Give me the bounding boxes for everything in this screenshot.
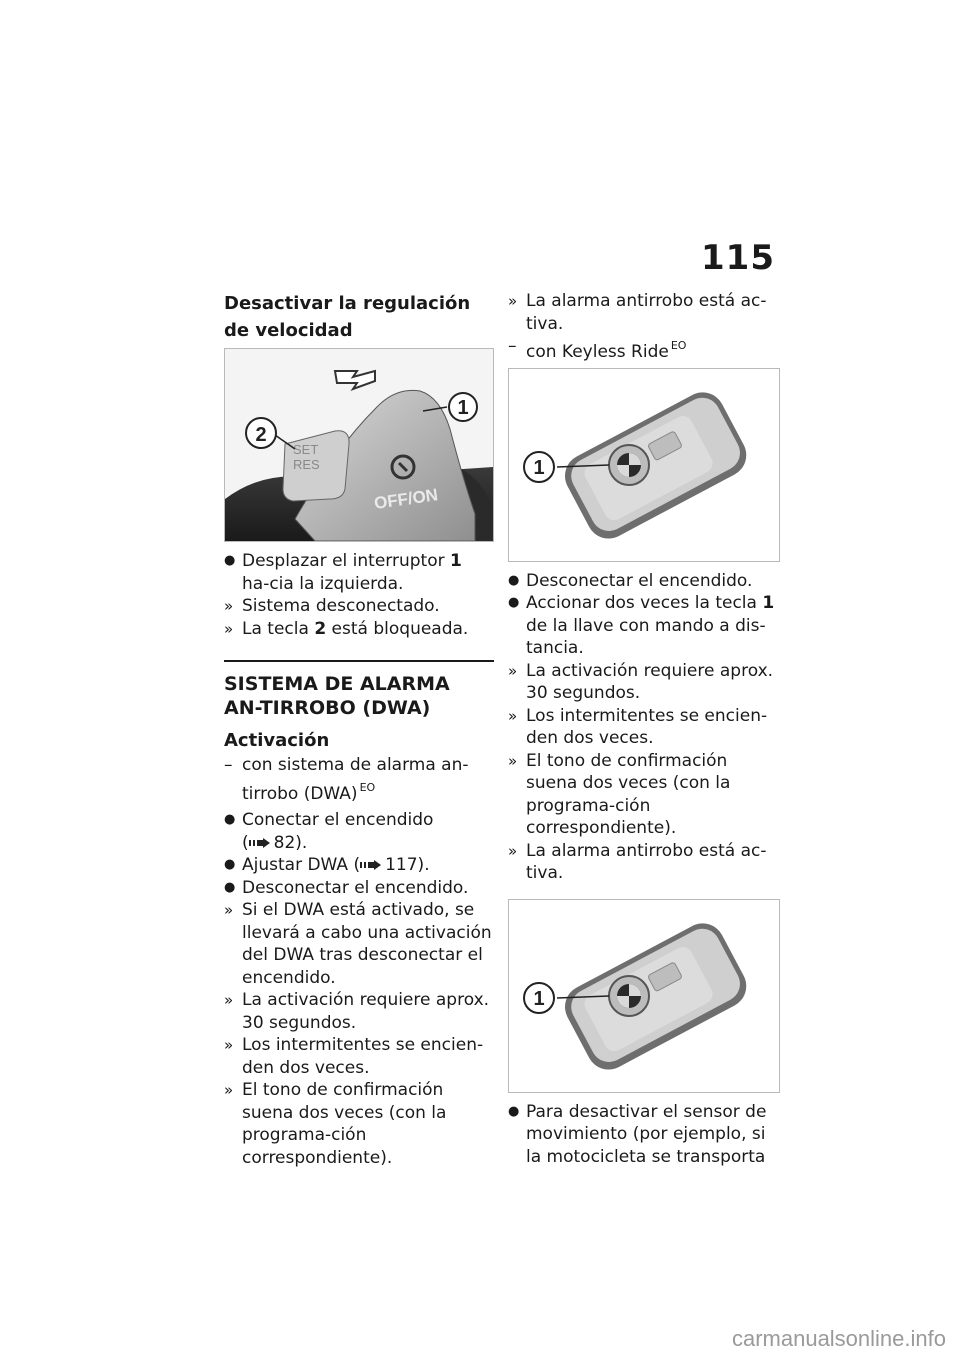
set-button-text: SET — [293, 442, 319, 457]
list-item: ● Desconectar el encendido. — [508, 570, 753, 591]
list-item: ● Conectar el encendido ( 82). — [224, 810, 434, 853]
res-button-text: RES — [293, 457, 320, 472]
result-arrow-icon: » — [508, 751, 518, 770]
bullet-icon: ● — [508, 595, 520, 610]
list-item: » La tecla 2 está bloqueada. — [224, 618, 469, 639]
result-arrow-icon: » — [224, 901, 234, 919]
list-item: » Si el DWA está activado, se llevará a cabo una activación del DWA tras desconectar el encendido. — [224, 900, 492, 988]
motion-sensor-list — [508, 1101, 778, 1169]
list-item: ● Desconectar el encendido. — [224, 877, 469, 898]
list-item: ● Ajustar DWA ( 117). — [224, 855, 430, 875]
result-arrow-icon: » — [224, 1036, 234, 1054]
figure-label-1: 1 — [533, 987, 545, 1010]
page-reference-arrow-icon — [249, 838, 271, 848]
page-reference[interactable]: 82). — [273, 832, 308, 853]
key-fob-figure — [508, 368, 780, 562]
result-arrow-icon: » — [224, 991, 234, 1009]
list-item: » La activación requiere aprox. 30 segundos. — [508, 660, 774, 703]
list-item: » La activación requiere aprox. 30 segundos. — [224, 990, 490, 1033]
result-arrow-icon: » — [224, 1081, 234, 1099]
right-column — [508, 290, 778, 1168]
result-arrow-icon: » — [508, 661, 518, 680]
off-on-text: OFF/ON — [372, 485, 440, 513]
page-reference-arrow-icon — [360, 860, 382, 870]
key-fob-figure-2 — [508, 899, 780, 1093]
list-item: » El tono de confirmación suena dos veces (con la programa-ción correspondiente). — [508, 750, 731, 838]
result-arrow-icon: » — [508, 841, 518, 860]
bullet-icon: ● — [224, 879, 236, 895]
condition-line: – con sistema de alarma an-tirrobo (DWA) $^{EO}$ — [224, 755, 469, 804]
dash-icon: – — [508, 336, 517, 356]
eo-tag: EO — [359, 780, 376, 794]
page-reference[interactable]: 117). — [385, 855, 430, 875]
left-column — [224, 290, 494, 1169]
bullet-icon: ● — [224, 857, 236, 872]
list-item: » Los intermitentes se encien-den dos veces. — [224, 1035, 484, 1078]
list-item: ● Para desactivar el sensor de movimiento (por ejemplo, si la motocicleta se transporta — [508, 1101, 767, 1167]
result-arrow-icon: » — [508, 706, 518, 725]
figure-label-1: 1 — [457, 397, 469, 419]
figure-label-2: 2 — [255, 424, 267, 446]
eo-tag: EO — [670, 339, 687, 352]
list-item: ● Desplazar el interruptor 1 ha-cia la izquierda. — [224, 551, 462, 594]
result-arrow-icon: » — [224, 619, 234, 638]
list-item: » La alarma antirrobo está ac-tiva. — [508, 291, 767, 334]
watermark: carmanualsonline.info — [731, 1326, 946, 1351]
bullet-icon: ● — [224, 812, 236, 827]
result-top-list — [508, 290, 778, 335]
bullet-icon: ● — [224, 553, 236, 568]
section-heading-cruise: Desactivar la regulación de velocidad — [224, 293, 471, 341]
cruise-control-switch-figure — [224, 348, 494, 542]
list-item: » El tono de confirmación suena dos veces (con la programa-ción correspondiente). — [224, 1080, 447, 1168]
list-item: ● Accionar dos veces la tecla 1 de la llave con mando a dis-tancia. — [508, 593, 775, 658]
condition-line: – con Keyless Ride $^{EO}$ — [508, 336, 687, 362]
result-arrow-icon: » — [508, 292, 518, 310]
page-number: 115 — [701, 238, 775, 278]
dash-icon: – — [224, 755, 233, 775]
keyless-steps-list — [508, 570, 778, 885]
list-item: » Los intermitentes se encien-den dos veces. — [508, 705, 768, 748]
bullet-icon: ● — [508, 1103, 520, 1119]
figure-label-1: 1 — [533, 456, 545, 479]
activation-steps-list — [224, 809, 494, 1169]
bullet-icon: ● — [508, 572, 520, 588]
result-arrow-icon: » — [224, 597, 234, 615]
list-item: » La alarma antirrobo está ac-tiva. — [508, 840, 767, 883]
cruise-steps-list — [224, 550, 494, 640]
section-title-dwa: SISTEMA DE ALARMA AN-TIRROBO (DWA) — [224, 660, 494, 720]
list-item: » Sistema desconectado. — [224, 596, 440, 616]
sub-title-activation: Activación — [224, 730, 330, 751]
